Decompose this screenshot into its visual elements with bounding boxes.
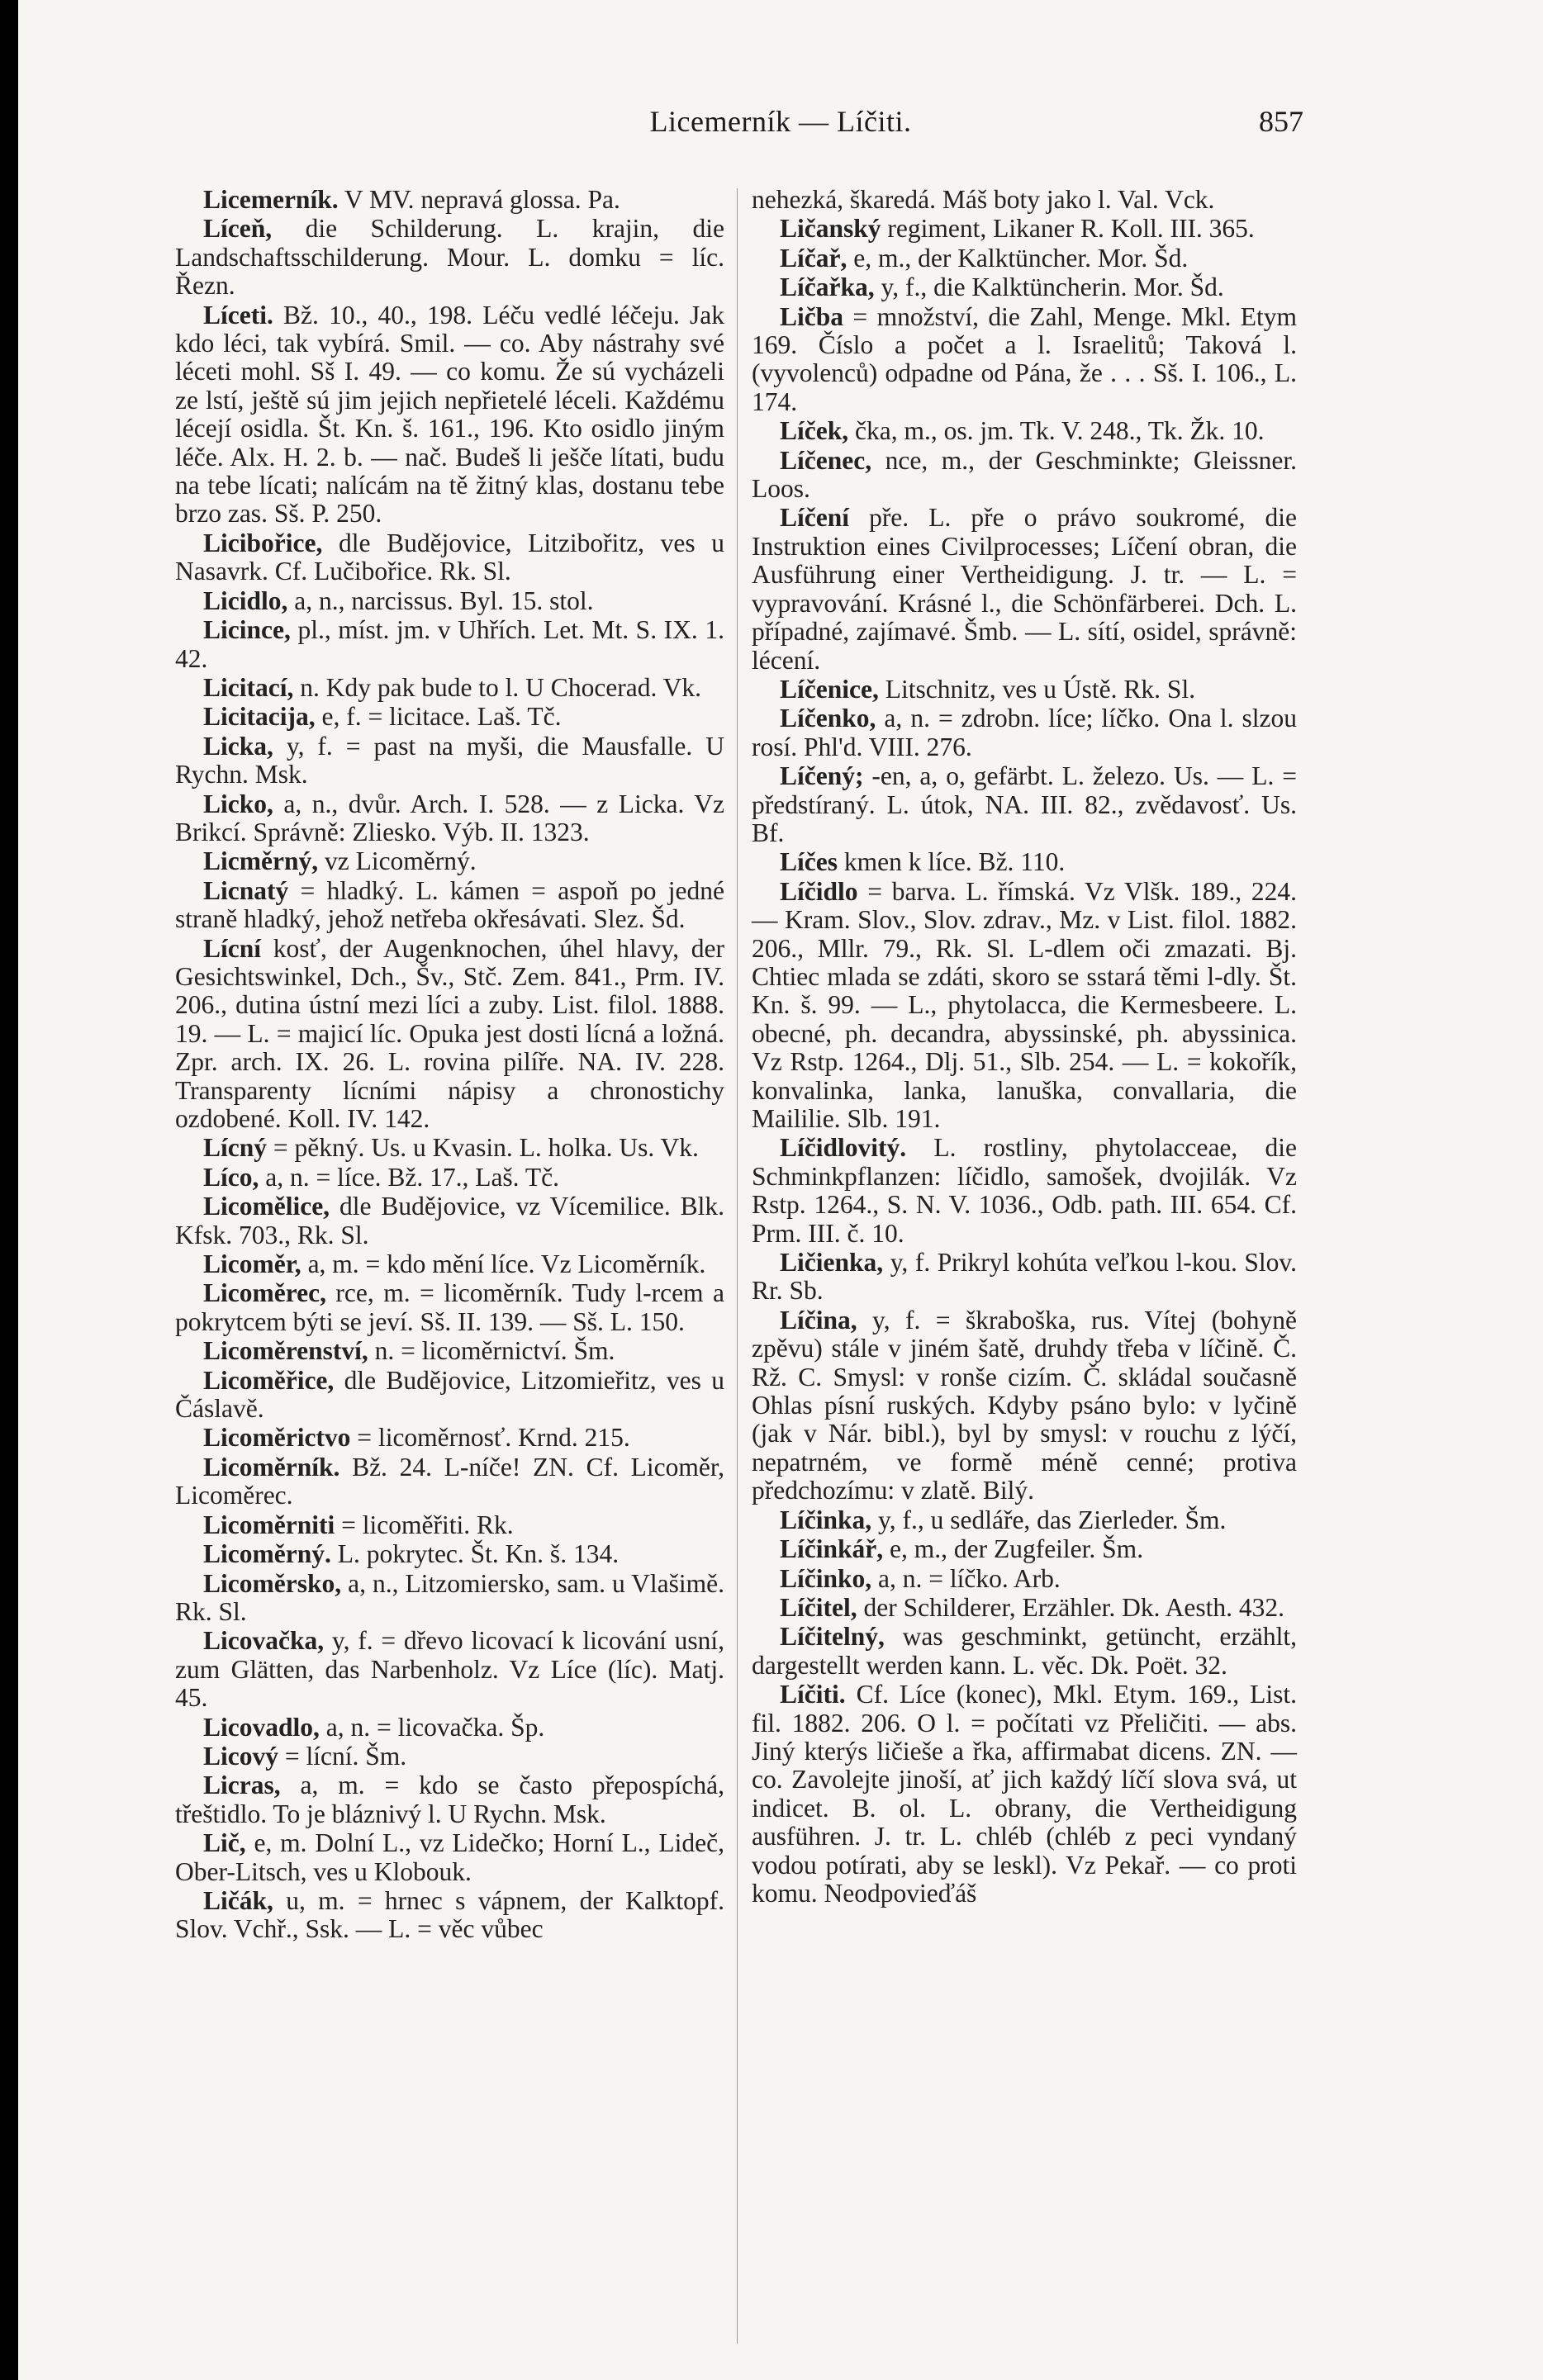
entry-headword: Licomělice, <box>203 1192 330 1221</box>
dictionary-entry <box>175 1192 724 1249</box>
entry-headword: Licidlo, <box>203 586 288 615</box>
entry-headword: Líco, <box>203 1162 259 1192</box>
dictionary-entry <box>175 215 724 300</box>
entry-text: Cf. Líce (konec), Mkl. Etym. 169., List. fil. 1882. 206. O l. = počítati vz Přeličiti. — abs. Jiný kterýs ličieše a řka, affirmabat dicens. ZN. — co. Zavolejte jinoší, ať jich každý líčí slova svá, ut indicet. B. ol. L. obrany, die Vertheidigung ausführen. J. tr. L. chléb (chléb z peci vyndaný vodou potírati, aby se leskl). Vz Pekař. — co proti komu. Neodpovieďáš <box>752 1680 1297 1908</box>
dictionary-entry <box>752 215 1297 243</box>
dictionary-entry <box>175 790 724 847</box>
dictionary-entry <box>175 301 724 529</box>
entry-headword: Licoměrec, <box>203 1278 326 1308</box>
dictionary-entry <box>175 703 724 731</box>
entry-headword: Licitací, <box>203 672 294 702</box>
entry-headword: Lícní <box>203 933 262 963</box>
entry-headword: Licibořice, <box>203 528 323 557</box>
entry-headword: Líčiti. <box>780 1680 846 1709</box>
dictionary-entry <box>752 1565 1297 1593</box>
entry-text: n. Kdy pak bude to l. U Chocerad. Vk. <box>293 672 702 702</box>
entry-text: a, m. = kdo mění líce. Vz Licoměrník. <box>301 1249 706 1279</box>
dictionary-entry <box>175 1742 724 1771</box>
entry-headword: Ličanský <box>780 214 881 244</box>
entry-text: nehezká, škaredá. Máš boty jako l. Val. Vck. <box>752 185 1215 214</box>
entry-text: nce, m., der Geschminkte; Gleissner. Loos. <box>752 445 1297 504</box>
dictionary-entry <box>752 1506 1297 1534</box>
dictionary-entry <box>175 1887 724 1944</box>
dictionary-entry <box>752 1535 1297 1563</box>
dictionary-entry <box>175 1424 724 1452</box>
entry-headword: Lič, <box>203 1828 246 1858</box>
entry-text: Bž. 24. L-níče! ZN. Cf. Licoměr, Licoměrec. <box>175 1452 724 1510</box>
entry-text: u, m. = hrnec s vápnem, der Kalktopf. Slov. Vchř., Ssk. — L. = věc vůbec <box>175 1885 724 1944</box>
entry-headword: Licoměrný. <box>203 1539 331 1569</box>
dictionary-entry <box>752 273 1297 301</box>
entry-headword: Licitacija, <box>203 702 316 732</box>
dictionary-entry <box>175 1164 724 1192</box>
entry-text: dle Budějovice, Litzomieřitz, ves u Čáslavě. <box>175 1365 724 1424</box>
entry-headword: Licoměrenství, <box>203 1336 368 1366</box>
entry-headword: Lícný <box>203 1133 268 1163</box>
dictionary-entry <box>752 1249 1297 1306</box>
entry-text: n. = licoměrnictví. Šm. <box>368 1336 615 1366</box>
entry-text: e, m. Dolní L., vz Lidečko; Horní L., Lideč, Ober-Litsch, ves u Klobouk. <box>175 1828 724 1886</box>
entry-text: was geschminkt, getüncht, erzählt, dargestellt werden kann. L. věc. Dk. Poët. 32. <box>752 1622 1297 1680</box>
dictionary-entry <box>175 1134 724 1162</box>
entry-headword: Licoměr, <box>203 1249 301 1279</box>
entry-text: pře. L. pře o právo soukromé, die Instruktion eines Civilprocesses; Líčení obran, die Ausführung einer Vertheidigung. J. tr. — L. = vypravování. Krásné l., die Schönfärberei. Dch. L. případné, zajímavé. Šmb. — L. sítí, osidel, správně: lécení. <box>752 503 1297 675</box>
entry-headword: Líčený; <box>780 761 864 791</box>
entry-text: kosť, der Augenknochen, úhel hlavy, der Gesichtswinkel, Dch., Šv., Stč. Zem. 841., Prm. IV. 206., dutina ústní mezi líci a zuby. List. filol. 1888. 19. — L. = majicí líc. Opuka jest dosti lícná a ložná. Zpr. arch. IX. 26. L. rovina pilíře. NA. IV. 228. Transparenty lícními nápisy a chronostichy ozdobené. Koll. IV. 142. <box>175 933 724 1133</box>
dictionary-entry <box>752 762 1297 847</box>
dictionary-entry <box>175 1250 724 1278</box>
dictionary-entry <box>752 447 1297 504</box>
entry-text: = množství, die Zahl, Menge. Mkl. Etym 169. Číslo a počet a l. Israelitů; Taková l. (vyvolenců) odpadne od Pána, že . . . Sš. I. 106., L. 174. <box>752 301 1297 416</box>
entry-text: = barva. L. římská. Vz Vlšk. 189., 224. — Kram. Slov., Slov. zdrav., Mz. v List. filol. 1882. 206., Mllr. 79., Rk. Sl. L-dlem oči zmazati. Bj. Chtiec mlada se zdáti, skoro se sstará těmi l-dly. Št. Kn. š. 99. — L., phytolacca, die Kermesbeere. L. obecné, ph. decandra, abyssinské, ph. abyssinica. Vz Rstp. 1264., Dlj. 51., Slb. 254. — L. = kokořík, konvalinka, lanka, lanuška, convallaria, die Maililie. Slb. 191. <box>752 876 1297 1133</box>
entry-headword: Licměrný, <box>203 846 319 876</box>
entry-text: regiment, Likaner R. Koll. III. 365. <box>881 214 1255 244</box>
entry-text: dle Budějovice, Litzibořitz, ves u Nasavrk. Cf. Lučibořice. Rk. Sl. <box>175 528 724 586</box>
entry-headword: Licko, <box>203 789 273 818</box>
entry-headword: Licovačka, <box>203 1626 325 1656</box>
entry-text: a, m. = kdo se často přepospíchá, třeštidlo. To je bláznivý l. U Rychn. Msk. <box>175 1771 724 1828</box>
entry-headword: Licovadlo, <box>203 1712 320 1742</box>
dictionary-entry <box>175 877 724 934</box>
dictionary-entry <box>752 704 1297 761</box>
entry-text: y, f. = dřevo licovací k licování usní, zum Glätten, das Narbenholz. Vz Líce (líc). Matj. 45. <box>175 1626 724 1713</box>
entry-headword: Licoměrniti <box>203 1510 335 1539</box>
entry-text: vz Licoměrný. <box>318 846 477 876</box>
entry-text: = lícní. Šm. <box>278 1741 407 1771</box>
entry-text: čka, m., os. jm. Tk. V. 248., Tk. Žk. 10. <box>848 416 1265 446</box>
dictionary-entry <box>175 1337 724 1365</box>
entry-headword: Licka, <box>203 731 273 761</box>
dictionary-entry <box>175 1511 724 1539</box>
entry-text: y, f., u sedláře, das Zierleder. Šm. <box>871 1505 1227 1534</box>
entry-text: y, f., die Kalktüncherin. Mor. Šd. <box>874 273 1224 302</box>
entry-headword: Líčitelný, <box>780 1622 885 1652</box>
entry-text: a, n., narcissus. Byl. 15. stol. <box>287 586 594 615</box>
entry-text: a, n. = zdrobn. líce; líčko. Ona l. slzou rosí. Phl'd. VIII. 276. <box>752 704 1297 761</box>
entry-headword: Líčinkář, <box>780 1534 884 1564</box>
entry-headword: Licoměrník. <box>203 1452 340 1482</box>
entry-text: y, f. = škraboška, rus. Vítej (bohyně zpěvu) stále v jiném šatě, druhdy třeba v líčině. Č. Rž. C. Smysl: v ronše cizím. Č. skládal současně Ohlas písní ruských. Kdyby psáno bylo: v lyčině (jak v Nár. bibl.), byl by smysl: v rouchu z lýčí, nepatrném, ve formě méně cenné; protiva předchozímu: v zlatě. Bilý. <box>752 1305 1297 1505</box>
entry-text: Litschnitz, ves u Ústě. Rk. Sl. <box>878 674 1196 704</box>
entry-headword: Líčařka, <box>780 273 875 302</box>
entry-headword: Ličák, <box>203 1885 273 1915</box>
entry-text: -en, a, o, gefärbt. L. železo. Us. — L. = předstíraný. L. útok, NA. III. 82., zvědavosť. Us. Bf. <box>752 761 1297 847</box>
entry-headword: Líčenec, <box>780 445 872 475</box>
dictionary-entry <box>752 1306 1297 1505</box>
dictionary-entry <box>175 1279 724 1336</box>
dictionary-entry <box>175 935 724 1134</box>
entry-text: a, n. = licovačka. Šp. <box>319 1712 545 1742</box>
entry-headword: Licnatý <box>203 875 289 905</box>
dictionary-entry <box>175 1453 724 1510</box>
entry-text: die Schilderung. L. krajin, die Landschaftsschilderung. Mour. L. domku = líc. Řezn. <box>175 214 724 301</box>
entry-headword: Líčinka, <box>780 1505 872 1534</box>
entry-headword: Líčidlovitý. <box>780 1133 907 1163</box>
dictionary-entry <box>752 676 1297 704</box>
dictionary-entry <box>175 1540 724 1568</box>
entry-headword: Líčitel, <box>780 1592 857 1622</box>
entry-headword: Líčení <box>780 503 849 533</box>
dictionary-entry <box>752 1623 1297 1680</box>
entry-text: a, n., Litzomierskо, sam. u Vlašimě. Rk. Sl. <box>175 1568 724 1626</box>
entry-headword: Ličienka, <box>780 1248 884 1278</box>
dictionary-entry <box>752 244 1297 273</box>
dictionary-entry <box>175 1627 724 1712</box>
entry-headword: Líček, <box>780 416 849 446</box>
entry-headword: Líčidlo <box>780 876 858 906</box>
dictionary-entry <box>752 1681 1297 1908</box>
dictionary-entry <box>752 417 1297 445</box>
dictionary-entry <box>752 1594 1297 1622</box>
dictionary-entry <box>175 1714 724 1742</box>
entry-text: a, n., dvůr. Arch. I. 528. — z Licka. Vz Brikcí. Správně: Zliesko. Výb. II. 1323. <box>175 789 724 846</box>
entry-headword: Ličba <box>780 301 844 331</box>
entry-text: rce, m. = licoměrník. Tudy l-rcem a pokrytcem býti se jeví. Sš. II. 139. — Sš. L. 150. <box>175 1278 724 1336</box>
dictionary-entry <box>752 1134 1297 1248</box>
page-header <box>18 97 1543 147</box>
entry-headword: Licras, <box>203 1771 281 1800</box>
dictionary-entry <box>175 732 724 789</box>
entry-text: kmen k líce. Bž. 110. <box>837 847 1066 877</box>
dictionary-entry <box>175 616 724 673</box>
dictionary-entry <box>175 587 724 615</box>
dictionary-entry <box>175 529 724 586</box>
entry-text: dle Budějovice, vz Vícemilice. Blk. Kfsk. 703., Rk. Sl. <box>175 1192 724 1249</box>
entry-text: = hladký. L. kámen = aspoň po jedné straně hladký, jehož netřeba okřesávati. Slez. Šd. <box>175 875 724 934</box>
entry-text: e, m., der Zugfeiler. Šm. <box>883 1534 1144 1564</box>
column-divider <box>737 188 738 2344</box>
entry-text: e, m., der Kalktüncher. Mor. Šd. <box>847 243 1189 273</box>
entry-headword: Licový <box>203 1741 278 1771</box>
dictionary-entry <box>175 847 724 875</box>
entry-headword: Licoměrsko, <box>203 1568 342 1598</box>
dictionary-entry <box>752 186 1297 214</box>
entry-headword: Líceň, <box>203 214 273 244</box>
entry-text: y, f. Prikryl kohúta veľkou l-kou. Slov. Rr. Sb. <box>752 1248 1297 1306</box>
entry-text: y, f. = past na myši, die Mausfalle. U Rychn. Msk. <box>175 731 724 789</box>
dictionary-entry <box>752 504 1297 674</box>
dictionary-entry <box>175 1771 724 1828</box>
dictionary-page <box>18 0 1543 2380</box>
entry-headword: Líčenice, <box>780 674 879 704</box>
entry-text: L. pokrytec. Št. Kn. š. 134. <box>330 1539 620 1569</box>
dictionary-entry <box>175 674 724 702</box>
right-column <box>752 186 1297 1908</box>
entry-text: a, n. = líčko. Arb. <box>871 1563 1061 1593</box>
entry-text: Bž. 10., 40., 198. Léču vedlé léčeju. Jak kdo léci, tak vybírá. Smil. — co. Aby nástrahy své léceti mohl. Sš I. 49. — co komu. Že sú vycházeli ze lstí, ještě sú jim jejich nepřietelé léceli. Každému lécejí osidla. Št. Kn. š. 161., 196. Kto osidlo jiným léče. Alx. H. 2. b. — nač. Budeš li ješče lítati, budu na tebe lícati; nalícám na tě žitný klas, dostanu tebe brzo zas. Sš. P. 250. <box>175 300 724 529</box>
entry-headword: Licoměrictvo <box>203 1423 351 1453</box>
entry-headword: Líčes <box>780 847 838 877</box>
left-column <box>175 186 724 1945</box>
entry-text: e, f. = licitace. Laš. Tč. <box>315 702 562 732</box>
entry-text: pl., míst. jm. v Uhřích. Let. Mt. S. IX. 1. 42. <box>175 615 724 673</box>
entry-text: a, n. = líce. Bž. 17., Laš. Tč. <box>259 1162 559 1192</box>
entry-text: = pěkný. Us. u Kvasin. L. holka. Us. Vk. <box>267 1133 699 1163</box>
entry-headword: Licince, <box>203 615 291 645</box>
entry-headword: Líčenko, <box>780 704 876 733</box>
running-head: Licemerník — Líčiti. <box>649 105 912 138</box>
entry-text: V MV. nepravá glossa. Pa. <box>338 185 620 214</box>
dictionary-entry <box>175 1570 724 1627</box>
entry-headword: Líčinko, <box>780 1563 872 1593</box>
entry-text: = licoměřiti. Rk. <box>335 1510 514 1539</box>
dictionary-entry <box>175 1367 724 1424</box>
dictionary-entry <box>752 848 1297 876</box>
entry-headword: Líčina, <box>780 1305 857 1335</box>
entry-headword: Licemerník. <box>203 185 339 214</box>
entry-text: L. rostliny, phytolacceae, die Schminkpflanzen: líčidlo, samošek, dvojilák. Vz Rstp. 1264., S. N. V. 1036., Odb. path. III. 654. Cf. Prm. III. č. 10. <box>752 1133 1297 1248</box>
entry-headword: Licoměřice, <box>203 1365 335 1395</box>
page-number: 857 <box>1259 105 1303 138</box>
entry-text: der Schilderer, Erzähler. Dk. Aesth. 432. <box>857 1592 1285 1622</box>
entry-headword: Líčař, <box>780 243 847 273</box>
entry-text: = licoměrnosť. Krnd. 215. <box>350 1423 630 1453</box>
dictionary-entry <box>175 186 724 214</box>
dictionary-entry <box>752 303 1297 417</box>
dictionary-entry <box>752 878 1297 1134</box>
entry-headword: Líceti. <box>203 300 273 330</box>
dictionary-entry <box>175 1829 724 1886</box>
